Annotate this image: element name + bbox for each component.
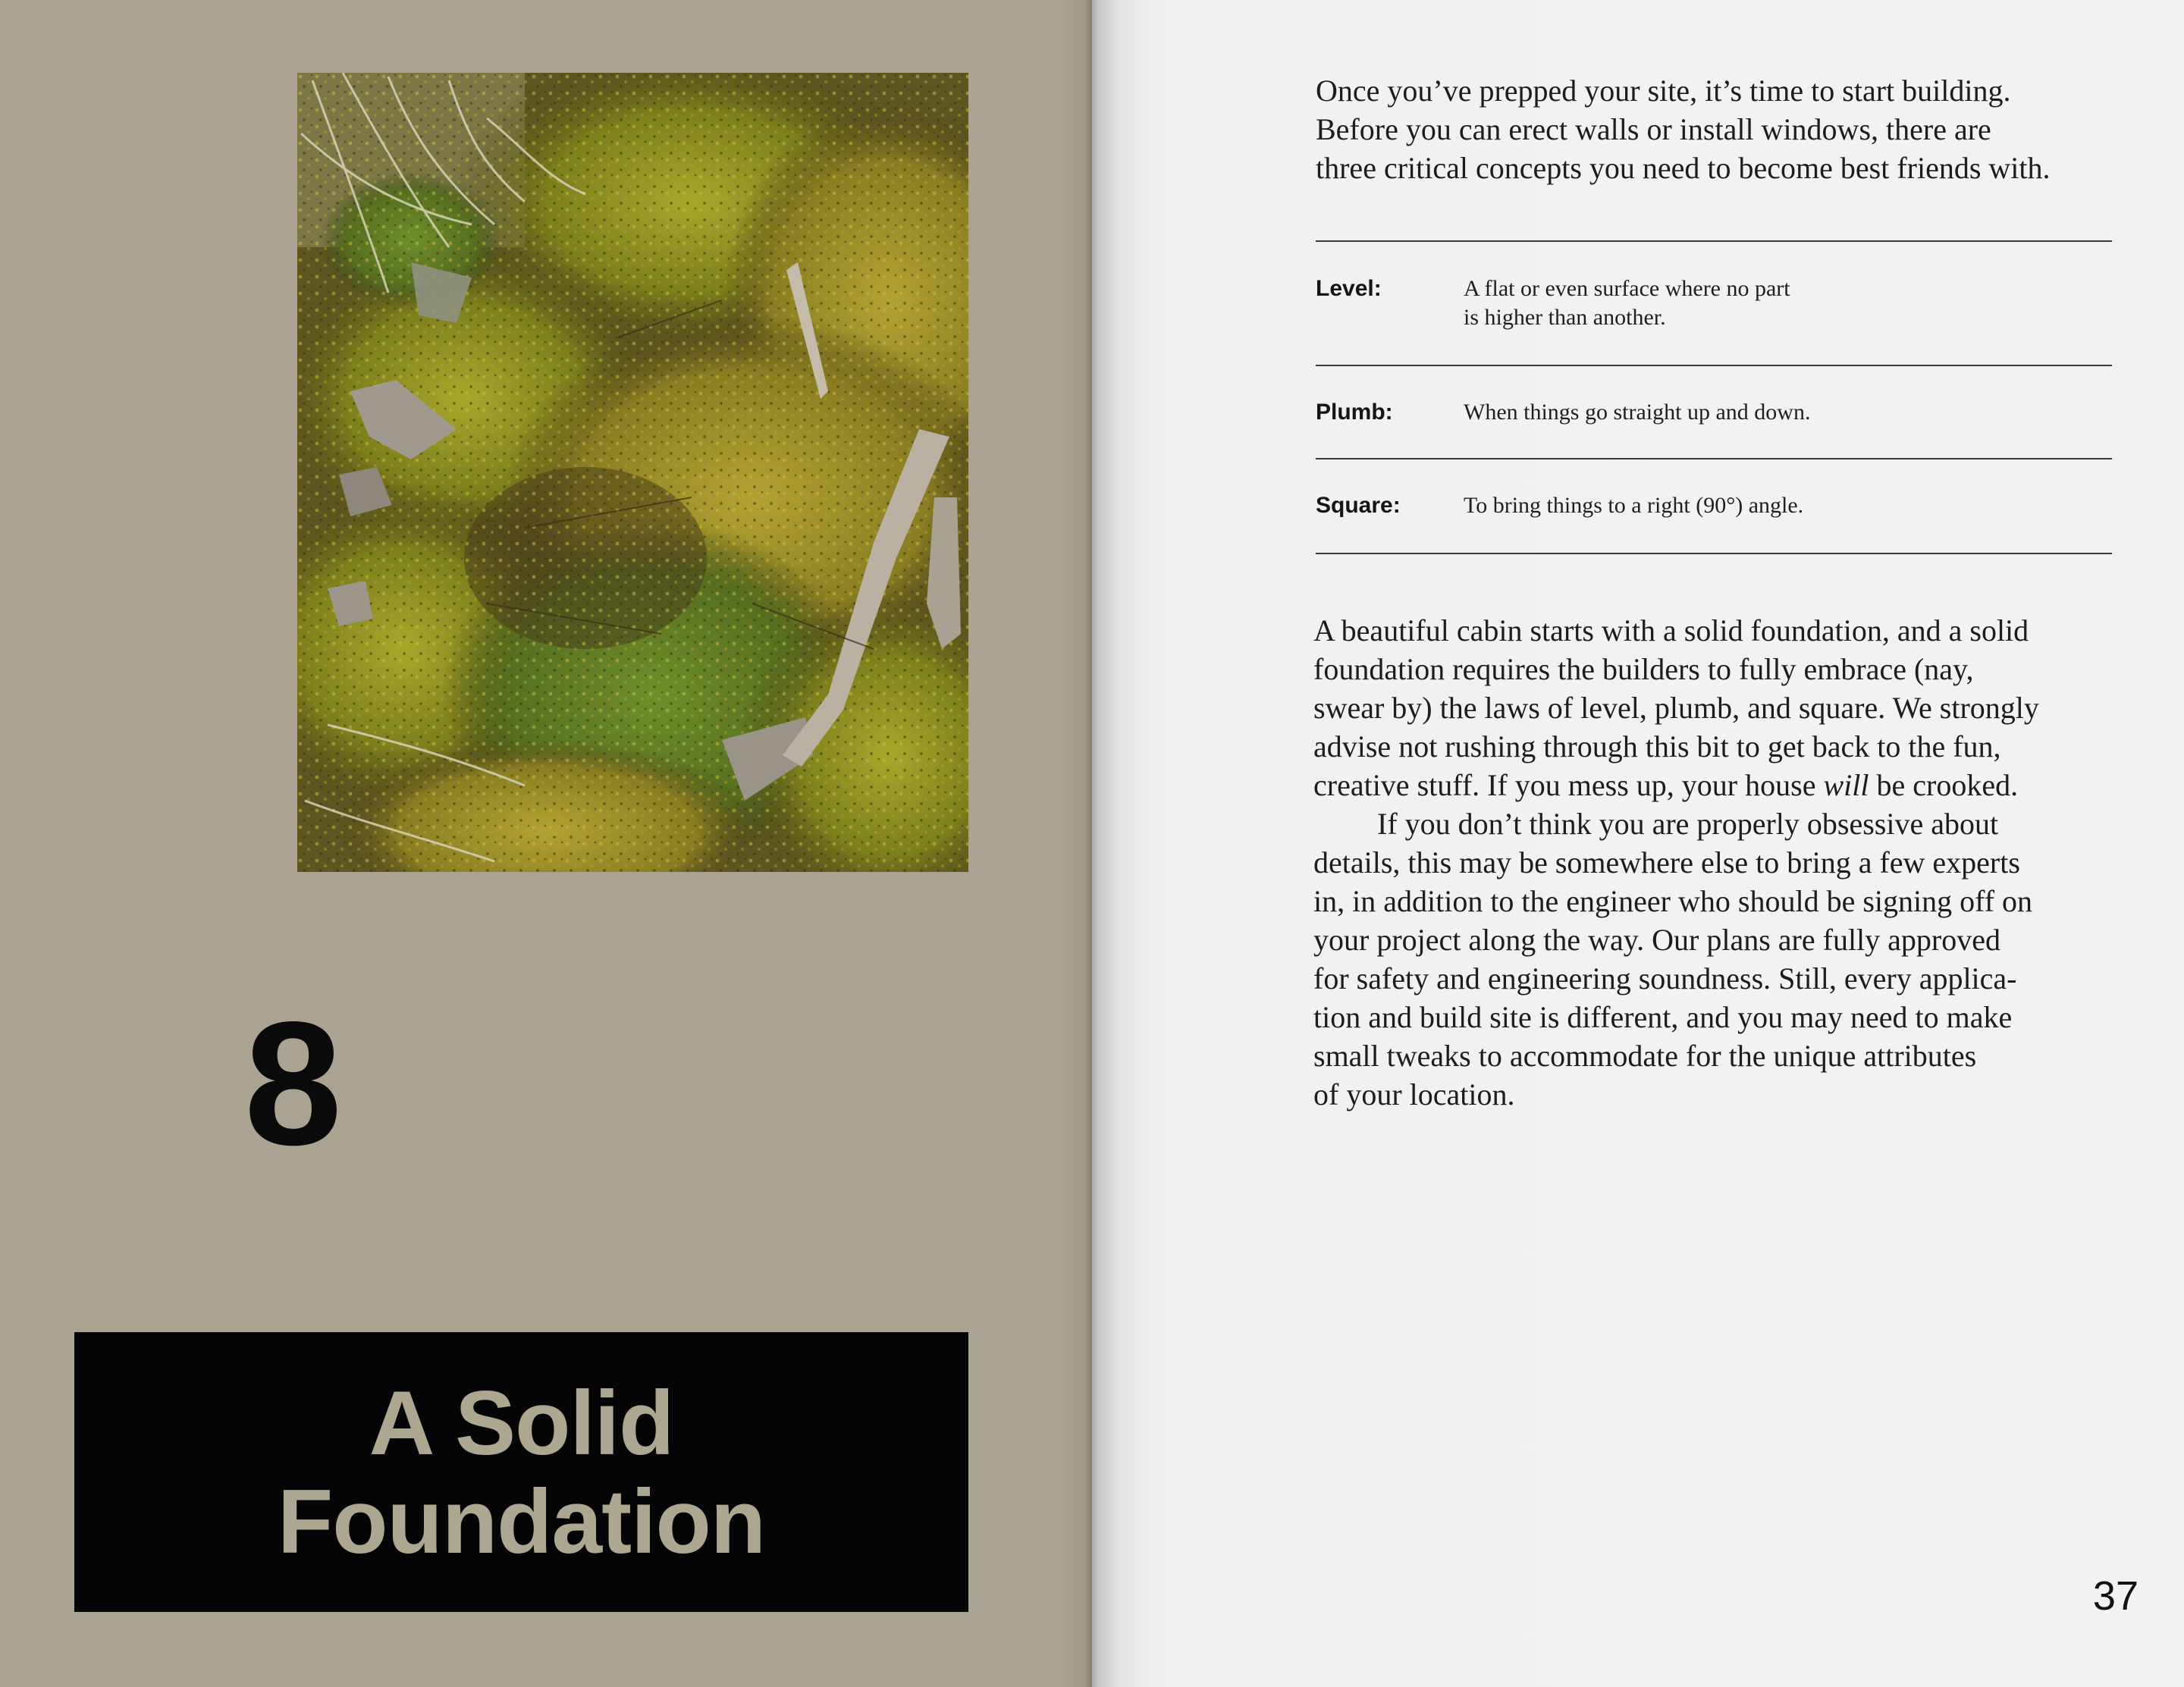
definition-divider (1316, 365, 2112, 366)
definition-text-level (1464, 274, 1919, 332)
intro-line: Before you can erect walls or install windows, there are (1316, 112, 1991, 146)
chapter-title-line: Foundation (277, 1470, 766, 1573)
body-line: foundation requires the builders to fully embrace (nay, (1313, 652, 1974, 686)
chapter-title (278, 1374, 765, 1571)
definition-line: When things go straight up and down. (1464, 400, 1811, 425)
definition-line: To bring things to a right (90°) angle. (1464, 493, 1804, 518)
definition-divider (1316, 458, 2112, 459)
body-line: swear by) the laws of level, plumb, and square. We strongly (1313, 691, 2039, 725)
body-line: advise not rushing through this bit to get back to the fun, (1313, 729, 2001, 764)
definition-divider (1316, 240, 2112, 242)
body-paragraphs (1313, 611, 2125, 1114)
body-line: tion and build site is different, and you may need to make (1313, 1000, 2013, 1034)
definition-term-plumb: Plumb: (1316, 400, 1393, 425)
body-line: details, this may be somewhere else to bring a few experts (1313, 845, 2020, 880)
body-line: for safety and engineering soundness. Still, every applica- (1313, 961, 2017, 996)
definition-text-square (1464, 491, 1919, 520)
intro-line: Once you’ve prepped your site, it’s time to start building. (1316, 74, 2011, 108)
body-line: A beautiful cabin starts with a solid foundation, and a solid (1313, 613, 2029, 648)
chapter-title-line: A Solid (369, 1372, 674, 1474)
body-line: small tweaks to accommodate for the unique attributes (1313, 1039, 1977, 1073)
body-line: in, in addition to the engineer who should be signing off on (1313, 884, 2033, 918)
definition-text-plumb (1464, 398, 1919, 427)
intro-paragraph (1316, 71, 2120, 187)
body-line: creative stuff. If you mess up, your house will be crooked. (1313, 768, 2019, 802)
chapter-number: 8 (244, 986, 340, 1182)
page-number: 37 (2092, 1573, 2138, 1619)
emphasis-word: will (1823, 768, 1869, 802)
chapter-title-box (74, 1332, 968, 1612)
definition-term-level: Level: (1316, 276, 1382, 301)
definition-line: is higher than another. (1464, 305, 1666, 330)
definition-line: A flat or even surface where no part (1464, 276, 1790, 301)
body-line: your project along the way. Our plans are fully approved (1313, 923, 2000, 957)
moss-photo-image (297, 73, 968, 872)
body-line: If you don’t think you are properly obsessive about (1377, 807, 1999, 841)
definition-term-square: Square: (1316, 493, 1401, 518)
intro-line: three critical concepts you need to become best friends with. (1316, 151, 2051, 185)
right-page (1092, 0, 2184, 1687)
definition-divider (1316, 553, 2112, 554)
moss-photo (297, 73, 968, 872)
body-line: of your location. (1313, 1077, 1515, 1112)
